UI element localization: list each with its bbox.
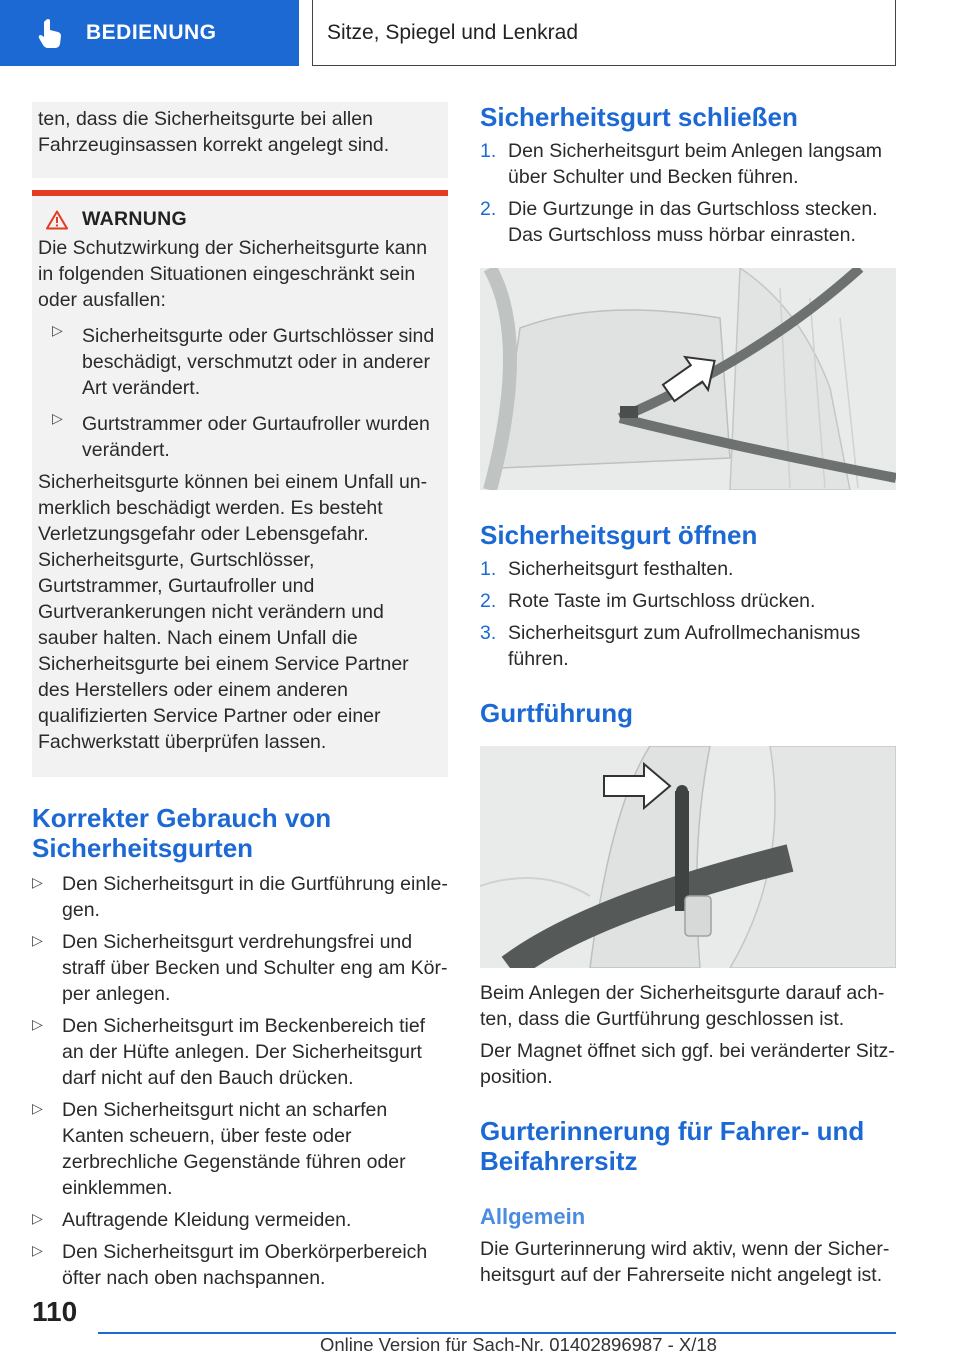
usage-heading: Korrekter Gebrauch von Sicherheitsgurten [32, 803, 332, 863]
close-heading: Sicherheitsgurt schließen [480, 102, 798, 132]
warning-text-1: Die Schutzwirkung der Sicherheitsgurte kann in folgenden Situationen eingeschränkt sein oder ausfallen: [38, 237, 428, 311]
right-column [480, 102, 896, 1288]
bullet-triangle-icon: ▷ [32, 874, 43, 890]
intro-note [32, 102, 448, 178]
close-steps [480, 138, 896, 248]
guide-heading: Gurtführung [480, 698, 634, 728]
guide-text-2: Der Magnet öffnet sich ggf. bei veränderter Sitzposition. [480, 1040, 895, 1088]
seat-buckle-illustration [480, 268, 896, 490]
bullet-triangle-icon: ▷ [52, 322, 63, 338]
bullet-triangle-icon: ▷ [52, 410, 63, 426]
reminder-subheading: Allgemein [480, 1204, 586, 1229]
usage-list [32, 871, 448, 1291]
list-item: ▷ Den Sicherheitsgurt im Beckenbereich tief an der Hüfte anlegen. Der Sicherheitsgurt darf nicht auf den Bauch drücken. [32, 1015, 426, 1089]
warning-text-2: Sicherheitsgurte können bei einem Unfall unmerklich beschädigt werden. Es besteht Verletzungsgefahr oder Lebensgefahr. Sicherheitsgurte, Gurtschlösser, Gurtstrammer, Gurtaufroller und Gurtverankerungen nicht verändern und sauber halten. Nach einem Unfall die Sicherheitsgurte bei einem Service Partner des Herstellers oder einem anderen qualifizierten Service Partner oder einer Fachwerkstatt überprüfen lassen. [38, 471, 428, 753]
left-column [32, 102, 448, 1291]
page-header [0, 0, 960, 66]
warning-header [46, 208, 442, 231]
page-number: 110 [32, 1296, 78, 1327]
list-item: ▷ Den Sicherheitsgurt im Oberkörperbereich öfter nach oben nachspannen. [32, 1241, 428, 1289]
bullet-triangle-icon: ▷ [32, 1242, 43, 1258]
buckle-figure [480, 268, 896, 490]
list-item: 2. Rote Taste im Gurtschloss drücken. [480, 590, 816, 612]
list-item: 1. Sicherheitsgurt festhalten. [480, 558, 734, 580]
footer-online-version: Online Version für Sach-Nr. 01402896987 - X/18 [320, 1334, 717, 1355]
list-item: ▷ Den Sicherheitsgurt nicht an scharfen Kanten scheuern, über feste oder zerbrechliche Gegenstände führen oder einklemmen. [32, 1099, 406, 1199]
belt-guide-illustration [480, 746, 896, 968]
list-item: 3. Sicherheitsgurt zum Aufrollmechanismus führen. [480, 622, 861, 670]
bullet-triangle-icon: ▷ [32, 1210, 43, 1226]
intro-text: ten, dass die Sicherheitsgurte bei allen Fahrzeuginsassen korrekt angelegt sind. [38, 108, 390, 156]
bullet-triangle-icon: ▷ [32, 1100, 43, 1116]
bullet-triangle-icon: ▷ [32, 1016, 43, 1032]
section-tab[interactable] [0, 0, 299, 66]
list-item: ▷ Sicherheitsgurte oder Gurtschlösser sind beschädigt, verschmutzt oder in anderer Art verändert. [38, 319, 442, 401]
warning-title: WARNUNG [82, 208, 188, 230]
warning-list [38, 319, 442, 463]
list-item: 1. Den Sicherheitsgurt beim Anlegen langsam über Schulter und Becken führen. [480, 140, 882, 188]
chapter-title: Sitze, Spiegel und Lenkrad [327, 20, 579, 44]
bullet-triangle-icon: ▷ [32, 932, 43, 948]
list-item: ▷ Den Sicherheitsgurt verdrehungsfrei und straff über Becken und Schulter eng am Körper anlegen. [32, 931, 448, 1005]
warning-box [32, 190, 448, 777]
list-item: 2. Die Gurtzunge in das Gurtschloss stecken. Das Gurtschloss muss hörbar einrasten. [480, 198, 878, 246]
reminder-text: Die Gurterinnerung wird aktiv, wenn der Sicherheitsgurt auf der Fahrerseite nicht angelegt ist. [480, 1238, 890, 1286]
list-item: ▷ Gurtstrammer oder Gurtaufroller wurden verändert. [38, 407, 442, 463]
open-steps [480, 556, 896, 672]
section-label: BEDIENUNG [86, 21, 217, 44]
guide-figure [480, 746, 896, 968]
hand-pointer-icon [38, 18, 64, 48]
warning-triangle-icon [46, 210, 68, 230]
list-item: ▷ Den Sicherheitsgurt in die Gurtführung einlegen. [32, 873, 448, 921]
chapter-box [312, 0, 896, 66]
open-heading: Sicherheitsgurt öffnen [480, 520, 758, 550]
guide-text-1: Beim Anlegen der Sicherheitsgurte darauf achten, dass die Gurtführung geschlossen ist. [480, 982, 885, 1030]
reminder-heading: Gurterinnerung für Fahrer- und Beifahrersitz [480, 1116, 865, 1176]
list-item: ▷ Auftragende Kleidung vermeiden. [32, 1209, 352, 1231]
